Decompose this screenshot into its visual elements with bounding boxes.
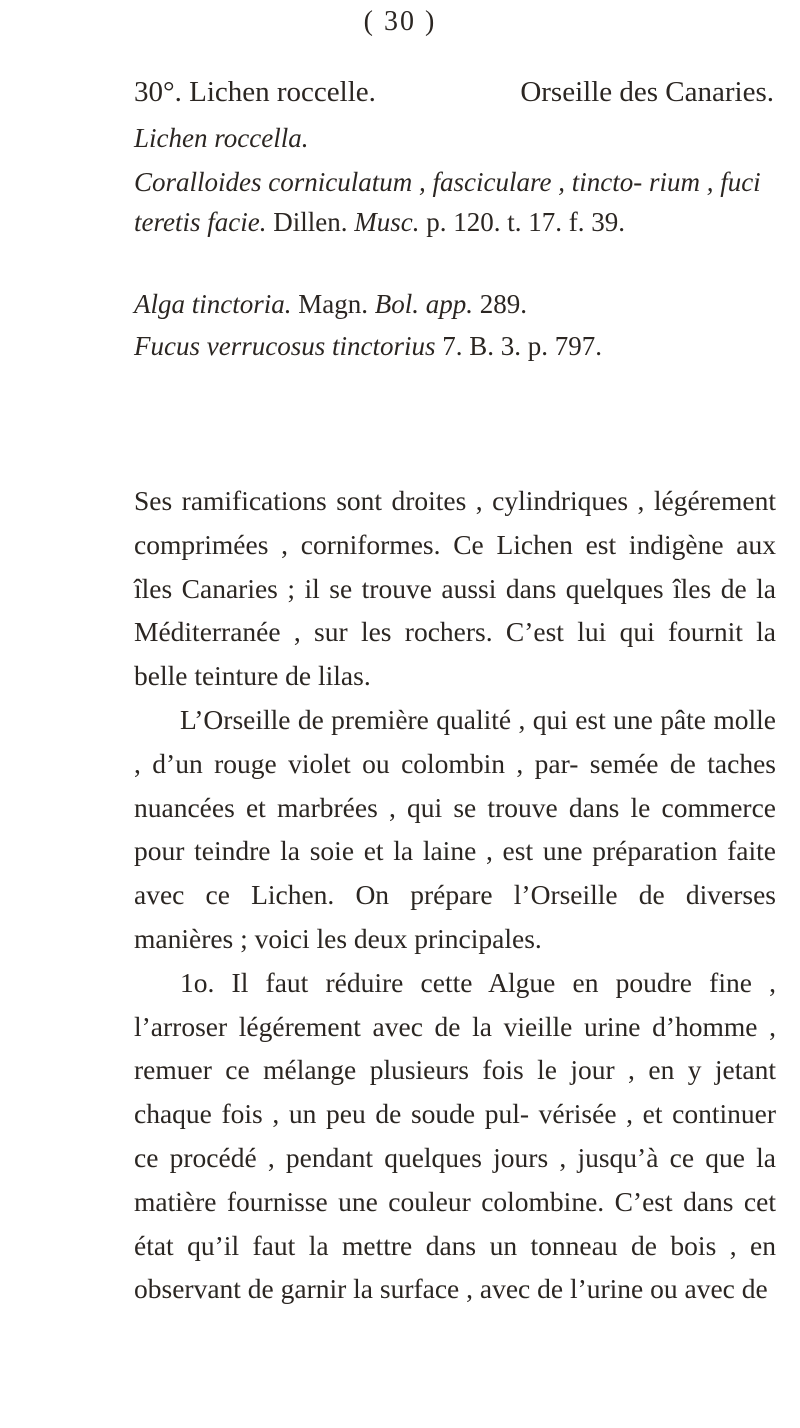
synonym-author: Dillen. xyxy=(266,207,355,237)
synonym-italic: Coralloides corniculatum , fasciculare , tincto- rium , fuci teretis facie. xyxy=(134,167,761,237)
paragraph: Ses ramifications sont droites , cylindriques , légérement comprimées , corniformes. Ce Lichen est indigène aux îles Canaries ; il se trouve aussi dans quelques îles de la Méditerranée , sur les rochers. C’est lui qui fournit la belle teinture de lilas. xyxy=(134,485,776,692)
entry-common-name: Orseille des Canaries. xyxy=(520,76,774,108)
synonym-line xyxy=(134,162,774,242)
synonym-italic: Lichen roccella. xyxy=(134,123,309,153)
synonym-italic: Fucus verrucosus tinctorius xyxy=(134,331,436,361)
synonym-work: Bol. app. xyxy=(374,289,473,319)
paragraph: L’Orseille de première qualité , qui est une pâte molle , d’un rouge violet ou colombin , par- semée de taches nuancées et marbrées , qui se trouve dans le commerce pour teindre la soie et la laine , est une préparation faite avec ce Lichen. On prépare l’Orseille de diverses manières ; voici les deux principales. xyxy=(134,703,776,954)
synonym-author: Magn. xyxy=(291,289,375,319)
synonym-italic: Alga tinctoria. xyxy=(134,289,292,319)
synonym-reference: p. 120. t. 17. f. 39. xyxy=(419,207,625,237)
synonym-reference: 7. B. 3. p. 797. xyxy=(435,331,602,361)
entry-number: 30°. xyxy=(134,76,182,108)
synonym-line xyxy=(134,284,774,324)
page-number: ( 30 ) xyxy=(363,6,437,37)
entry-number-and-title xyxy=(134,76,376,109)
entry-title: Lichen roccelle. xyxy=(189,76,376,108)
entry-heading xyxy=(134,76,774,109)
synonym-work: Musc. xyxy=(354,207,420,237)
synonym-reference: 289. xyxy=(473,289,527,319)
body-text xyxy=(134,479,776,1311)
paragraph: 1o. Il faut réduire cette Algue en poudre fine , l’arroser légérement avec de la vieille urine d’homme , remuer ce mélange plusieurs fois le jour , en y jetant chaque fois , un peu de soude pul- vérisée , et continuer ce procédé , pendant quelques jours , jusqu’à ce que la matière fournisse une couleur colombine. C’est dans cet état qu’il faut la mettre dans un tonneau de bois , en observant de garnir la surface , avec de l’urine ou avec de xyxy=(134,966,776,1305)
synonym-line xyxy=(134,118,774,158)
synonym-line xyxy=(134,326,774,366)
